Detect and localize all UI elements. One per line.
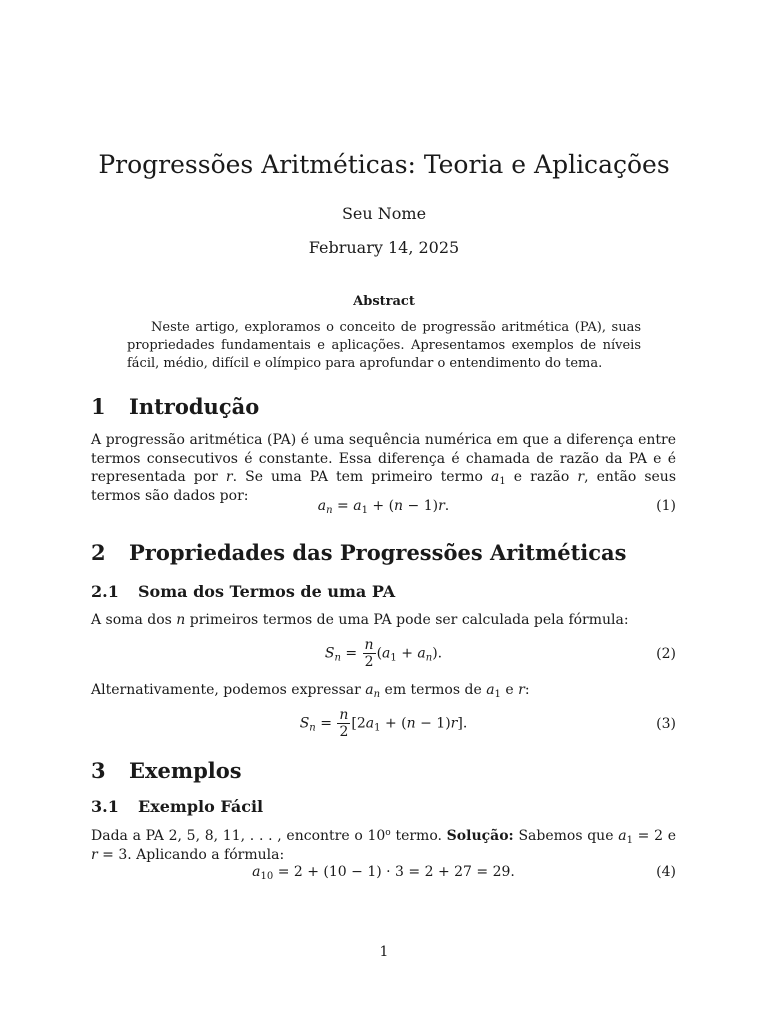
intro-text-4: , então seus termos são dados por: [91, 469, 677, 504]
intro-text-1: A progressão aritmética (PA) é uma sequência numérica em que a diferença entre termos consecutivos é constante. Essa diferença é chamada de razão da PA e é representada por [91, 432, 676, 485]
paper-title: Progressões Aritméticas: Teoria e Aplicações [98, 150, 670, 179]
equation-4-body: $a_{10} = 2 + (10 - 1) \cdot 3 = 2 + 27 = 29$. [252, 864, 515, 882]
equation-2-tag: (2) [656, 646, 676, 662]
page-number: 1 [379, 944, 389, 960]
equation-2-body: $S_n$ = $\frac{n}{2}$ $(a_1 + a_n)$. [324, 637, 443, 670]
alt-text-1: Alternativamente, podemos expressar [91, 682, 361, 698]
subsection-title: Soma dos Termos de uma PA [138, 582, 396, 601]
section-title: Exemplos [129, 758, 242, 783]
alt-text-3: e [505, 682, 514, 698]
intro-text-3: e razão [513, 469, 570, 485]
alt-text-2: em termos de [384, 682, 482, 698]
equation-4-tag: (4) [656, 864, 676, 880]
subsection-heading-sum [91, 582, 395, 601]
example-text-3: Sabemos que [518, 828, 614, 844]
equation-3-body: $S_n$ = $\frac{n}{2}$ $[2a_1 + (n - 1)r]$. [299, 707, 468, 740]
section-title: Propriedades das Progressões Aritméticas [129, 540, 627, 565]
abstract-text: Neste artigo, exploramos o conceito de progressão aritmética (PA), suas propriedades fundamentais e aplicações. Apresentamos exemplos de níveis fácil, médio, difícil e olímpico para aprofundar o entendimento do tema. [127, 320, 641, 371]
intro-text-2: . Se uma PA tem primeiro termo [232, 469, 483, 485]
equation-1-tag: (1) [656, 498, 676, 514]
sum-text-1: A soma dos [91, 612, 172, 628]
equation-1-body: $a_n = a_1 + (n - 1)r$. [317, 498, 450, 516]
subsection-number: 3.1 [91, 797, 119, 816]
publication-date: February 14, 2025 [308, 238, 460, 257]
sum-text-2: primeiros termos de uma PA pode ser calculada pela fórmula: [189, 612, 629, 628]
solution-label: Solução: [446, 828, 514, 844]
section-heading-examples [91, 758, 242, 783]
abstract-heading: Abstract [353, 294, 415, 309]
ordinal-indicator: o [385, 828, 391, 838]
sum-paragraph: A soma dos n primeiros termos de uma PA pode ser calculada pela fórmula: [91, 612, 629, 628]
example-text-5: Aplicando a fórmula: [136, 846, 285, 863]
section-number: 2 [91, 540, 106, 565]
section-number: 3 [91, 758, 106, 783]
example-text-4: e [667, 828, 677, 844]
subsection-number: 2.1 [91, 582, 119, 601]
section-number: 1 [91, 394, 106, 419]
author-name: Seu Nome [341, 204, 427, 223]
subsection-heading-easy [91, 797, 263, 816]
section-heading-intro [91, 394, 259, 419]
subsection-title: Exemplo Fácil [138, 797, 264, 816]
alt-paragraph: Alternativamente, podemos expressar $a_n$ em termos de $a_1$ e r: [91, 682, 530, 700]
section-title: Introdução [129, 394, 260, 419]
equation-3-tag: (3) [656, 716, 676, 732]
intro-paragraph: A progressão aritmética (PA) é uma sequência numérica em que a diferença entre termos consecutivos é constante. Essa diferença é chamada de razão da PA e é representada por r. Se uma PA tem primeiro termo $a_1$ e razão r, então seus termos são dados por: [91, 432, 677, 504]
example-text-2: termo. [395, 828, 442, 844]
easy-example-paragraph: Dada a PA 2, 5, 8, 11, . . . , encontre o 10$^o$ termo. Solução: Sabemos que $a_1 = 2$ e r = 3. Aplicando a fórmula: [91, 828, 677, 863]
example-text-1: Dada a PA 2, 5, 8, 11, . . . , encontre o 10 [91, 828, 386, 844]
section-heading-props [91, 540, 626, 565]
